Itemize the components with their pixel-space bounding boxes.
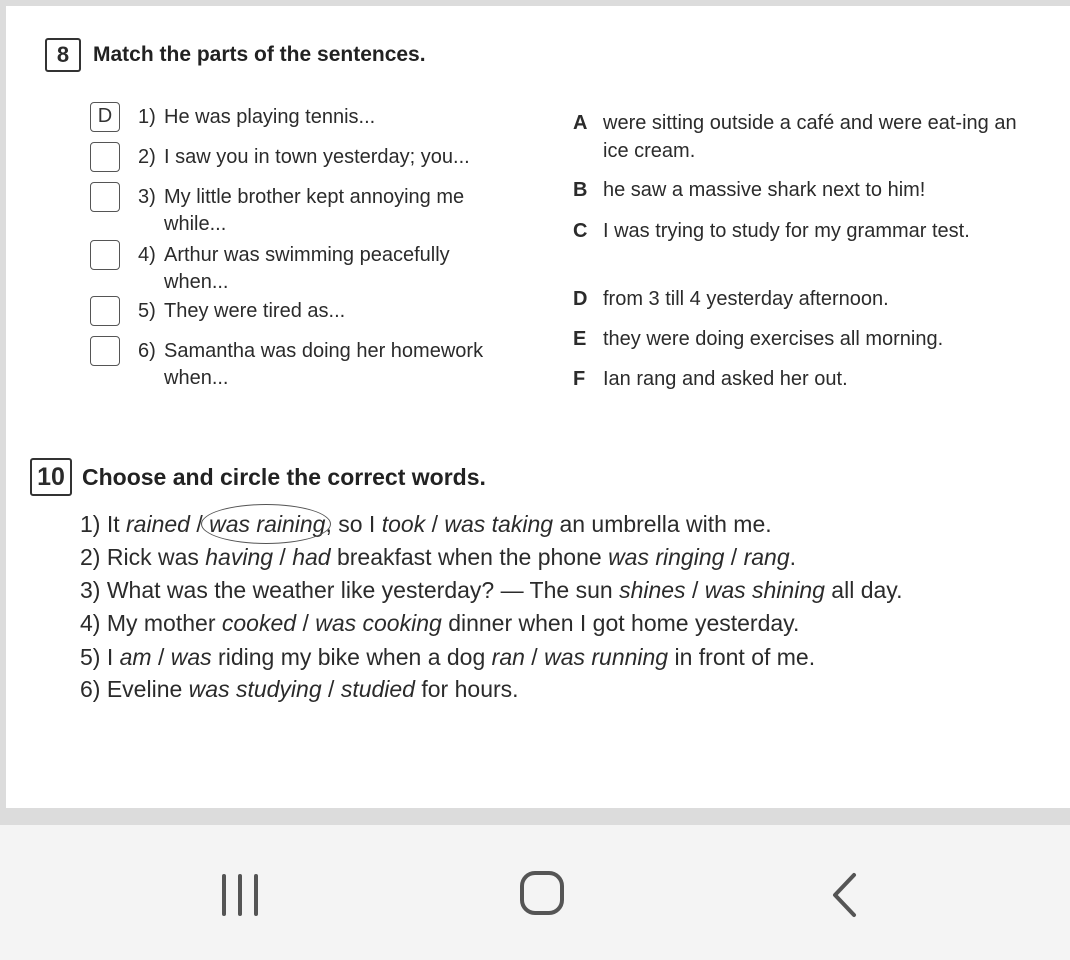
sentence-text: I bbox=[106, 644, 114, 670]
choice-separator: / bbox=[431, 511, 438, 537]
item-text: My little brother kept annoying me while... bbox=[164, 186, 465, 235]
choice-option[interactable]: was raining bbox=[209, 511, 326, 537]
answer-box[interactable]: D bbox=[90, 102, 120, 132]
choice-option[interactable]: was bbox=[170, 644, 212, 670]
choice-option[interactable]: took bbox=[381, 511, 426, 537]
choice-option[interactable]: was taking bbox=[444, 511, 554, 537]
item-number: 5) bbox=[138, 300, 156, 322]
answer-box[interactable] bbox=[90, 142, 120, 172]
choice-separator: / bbox=[531, 644, 538, 670]
choice-option[interactable]: was studying bbox=[188, 676, 322, 702]
circle-mark bbox=[201, 504, 331, 544]
sentence-3 bbox=[80, 577, 902, 604]
choice-option[interactable]: am bbox=[119, 644, 152, 670]
option-letter: B bbox=[573, 179, 588, 201]
choice-option[interactable]: was cooking bbox=[315, 610, 442, 636]
choice-option[interactable]: having bbox=[205, 544, 274, 570]
option-letter: A bbox=[573, 112, 588, 134]
item-number: 6) bbox=[138, 340, 156, 362]
choice-separator: / bbox=[302, 610, 309, 636]
choice-separator: / bbox=[196, 511, 203, 537]
sentence-text: My mother bbox=[106, 610, 216, 636]
sentence-text: for hours. bbox=[421, 676, 519, 702]
choice-option[interactable]: ran bbox=[491, 644, 525, 670]
item-text: I saw you in town yesterday; you... bbox=[164, 146, 470, 168]
option-text: I was trying to study for my grammar test. bbox=[603, 220, 970, 242]
answer-box[interactable] bbox=[90, 336, 120, 366]
exercise-8-header bbox=[45, 38, 426, 72]
sentence-text: . bbox=[789, 544, 797, 570]
item-number: 1) bbox=[138, 106, 156, 128]
option-letter: E bbox=[573, 328, 587, 350]
choice-option[interactable]: cooked bbox=[221, 610, 297, 636]
choice-option[interactable]: was running bbox=[544, 644, 669, 670]
recent-apps-icon[interactable] bbox=[220, 874, 264, 916]
option-letter: D bbox=[573, 288, 588, 310]
item-number: 2) bbox=[138, 146, 156, 168]
sentence-text: in front of me. bbox=[674, 644, 816, 670]
item-text: Arthur was swimming peacefully when... bbox=[164, 244, 450, 293]
choice-separator: / bbox=[691, 577, 699, 603]
sentence-4 bbox=[80, 610, 799, 637]
item-text: He was playing tennis... bbox=[164, 106, 376, 128]
choice-option[interactable]: was shining bbox=[704, 577, 825, 603]
exercise-title: Match the parts of the sentences. bbox=[93, 43, 426, 66]
sentence-text: Eveline bbox=[106, 676, 183, 702]
sentence-6 bbox=[80, 676, 519, 703]
sentence-text: riding my bike when a dog bbox=[218, 644, 486, 670]
sentence-5 bbox=[80, 644, 815, 671]
item-text: Samantha was doing her homework when... bbox=[164, 340, 484, 389]
option-text: from 3 till 4 yesterday afternoon. bbox=[603, 288, 889, 310]
answer-box[interactable] bbox=[90, 182, 120, 212]
sentence-text: an umbrella with me. bbox=[559, 511, 772, 537]
sentence-text: Rick was bbox=[106, 544, 199, 570]
item-number: 4) bbox=[138, 244, 156, 266]
choice-option[interactable]: had bbox=[292, 544, 331, 570]
sentence-number: 4) bbox=[80, 610, 101, 636]
option-letter: C bbox=[573, 220, 588, 242]
choice-separator: / bbox=[328, 676, 335, 702]
exercise-10-header bbox=[30, 458, 486, 496]
sentence-number: 3) bbox=[80, 577, 101, 603]
choice-option[interactable]: studied bbox=[340, 676, 415, 702]
sentence-text: It bbox=[106, 511, 120, 537]
choice-option[interactable]: rang bbox=[743, 544, 790, 570]
choice-separator: / bbox=[157, 644, 165, 670]
sentence-number: 5) bbox=[80, 644, 101, 670]
back-icon[interactable] bbox=[830, 872, 860, 918]
option-text: they were doing exercises all morning. bbox=[603, 328, 944, 350]
sentence-number: 2) bbox=[80, 544, 101, 570]
sentence-text: , so I bbox=[325, 511, 376, 537]
option-text: Ian rang and asked her out. bbox=[603, 368, 848, 390]
choice-option[interactable]: rained bbox=[126, 511, 190, 537]
option-text: he saw a massive shark next to him! bbox=[603, 179, 926, 201]
home-icon[interactable] bbox=[520, 871, 564, 915]
sentence-text: breakfast when the phone bbox=[336, 544, 602, 570]
choice-option[interactable]: was ringing bbox=[608, 544, 725, 570]
choice-separator: / bbox=[279, 544, 286, 570]
sentence-text: all day. bbox=[831, 577, 903, 603]
circled-choice[interactable] bbox=[209, 511, 325, 538]
sentence-1 bbox=[80, 511, 772, 538]
answer-box[interactable] bbox=[90, 240, 120, 270]
option-letter: F bbox=[573, 368, 586, 390]
choice-option[interactable]: shines bbox=[619, 577, 686, 603]
item-number: 3) bbox=[138, 186, 156, 208]
exercise-number: 10 bbox=[30, 458, 72, 496]
sentence-number: 1) bbox=[80, 511, 101, 537]
sentence-2 bbox=[80, 544, 796, 571]
sentence-text: dinner when I got home yesterday. bbox=[448, 610, 800, 636]
choice-separator: / bbox=[730, 544, 738, 570]
sentence-text: What was the weather like yesterday? — The sun bbox=[106, 577, 613, 603]
answer-box[interactable] bbox=[90, 296, 120, 326]
sentence-number: 6) bbox=[80, 676, 101, 702]
exercise-number: 8 bbox=[45, 38, 81, 72]
exercise-title: Choose and circle the correct words. bbox=[82, 463, 486, 490]
option-text: were sitting outside a café and were eat-ing an ice cream. bbox=[603, 112, 1017, 162]
item-text: They were tired as... bbox=[164, 300, 346, 322]
